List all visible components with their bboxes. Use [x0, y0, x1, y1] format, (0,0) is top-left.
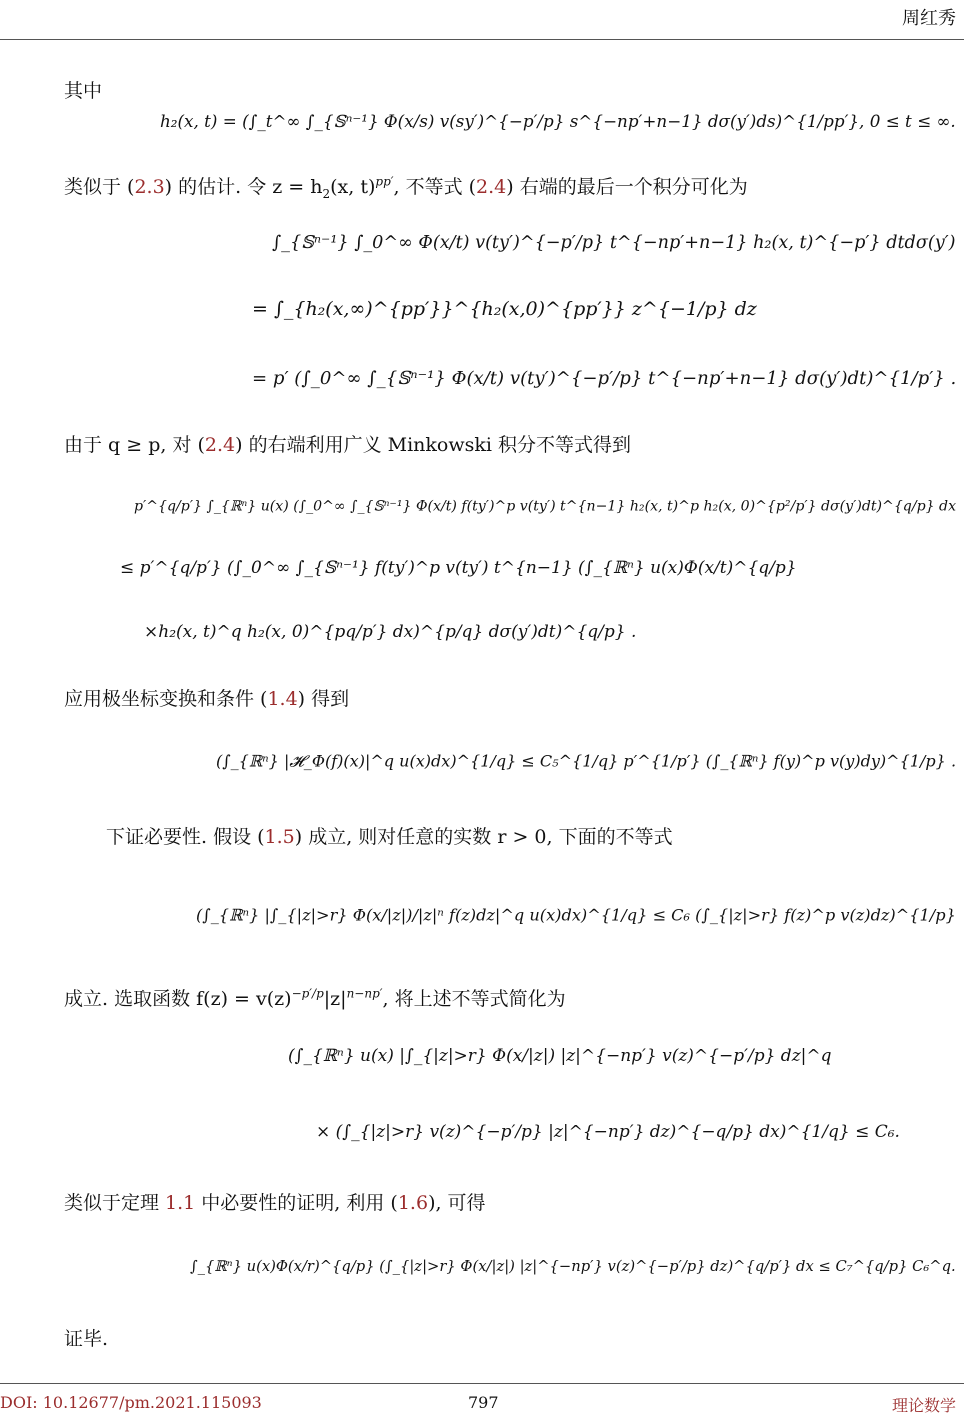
- text-segment: 应用极坐标变换和条件 (: [64, 688, 268, 710]
- text-segment: ) 右端的最后一个积分可化为: [506, 176, 748, 198]
- theorem-reference-1-1[interactable]: 1.1: [165, 1192, 196, 1214]
- equation-minkowski-line-1: p′^{q/p′} ∫_{ℝⁿ} u(x) (∫_0^∞ ∫_{𝕊ⁿ⁻¹} Φ(x/t) f(ty′)^p v(ty′) t^{n−1} h₂(x, t)^p h₂(x, 0)^{p²/p′} dσ(y′)dt)^{q/p} dx: [134, 498, 957, 515]
- equation-integral-line-3: = p′ (∫_0^∞ ∫_{𝕊ⁿ⁻¹} Φ(x/t) v(ty′)^{−p′/p} t^{−np′+n−1} dσ(y′)dt)^{1/p′} .: [252, 368, 957, 389]
- text-paragraph-7: [64, 1188, 486, 1215]
- text-segment: , 不等式 (: [393, 176, 477, 198]
- footer-page-number: 797: [468, 1393, 499, 1412]
- text-segment: ) 的估计. 令 z = h: [164, 176, 323, 198]
- text-intro: 其中: [64, 80, 103, 102]
- equation-necessity-inequality: (∫_{ℝⁿ} |∫_{|z|>r} Φ(x/|z|)/|z|ⁿ f(z)dz|^q u(x)dx)^{1/q} ≤ C₆ (∫_{|z|>r} f(z)^p v(z)dz)^{1/p}: [196, 906, 956, 925]
- text-segment: ) 的右端利用广义 Minkowski 积分不等式得到: [235, 434, 631, 456]
- footer-rule: [0, 1383, 964, 1384]
- text-paragraph-5: [106, 822, 673, 849]
- text-segment: , 将上述不等式简化为: [382, 988, 566, 1010]
- text-segment: 类似于 (: [64, 176, 135, 198]
- equation-h2-definition: h₂(x, t) = (∫_t^∞ ∫_{𝕊ⁿ⁻¹} Φ(x/s) v(sy′)^{−p′/p} s^{−np′+n−1} dσ(y′)ds)^{1/pp′}, 0 ≤ t ≤ ∞.: [160, 112, 956, 132]
- text-segment: 由于 q ≥ p, 对 (: [64, 434, 205, 456]
- text-paragraph-3: [64, 430, 631, 457]
- equation-minkowski-line-2: ≤ p′^{q/p′} (∫_0^∞ ∫_{𝕊ⁿ⁻¹} f(ty′)^p v(ty′) t^{n−1} (∫_{ℝⁿ} u(x)Φ(x/t)^{q/p}: [120, 558, 797, 578]
- footer-doi-link[interactable]: DOI: 10.12677/pm.2021.115093: [0, 1393, 262, 1412]
- text-segment: ), 可得: [428, 1192, 486, 1214]
- equation-final-bound: ∫_{ℝⁿ} u(x)Φ(x/r)^{q/p} (∫_{|z|>r} Φ(x/|z|) |z|^{−np′} v(z)^{−p′/p} dz)^{q/p′} dx ≤ C₇^{q/p} C₆^q.: [190, 1258, 956, 1276]
- equation-reference-2-4[interactable]: 2.4: [476, 176, 507, 198]
- header-rule: [0, 39, 964, 40]
- equation-simplified-line-2: × (∫_{|z|>r} v(z)^{−p′/p} |z|^{−np′} dz)^{−q/p} dx)^{1/q} ≤ C₆.: [316, 1122, 900, 1142]
- footer-journal-link[interactable]: 理论数学: [891, 1396, 956, 1415]
- equation-reference-1-4[interactable]: 1.4: [267, 688, 298, 710]
- text-segment: 中必要性的证明, 利用 (: [195, 1192, 398, 1214]
- text-paragraph-4: [64, 684, 349, 711]
- equation-integral-line-2: = ∫_{h₂(x,∞)^{pp′}}^{h₂(x,0)^{pp′}} z^{−1/p} dz: [252, 298, 757, 320]
- text-paragraph-2: 类似于 (2.3) 的估计. 令 $z = h_2(x$, t)$^{pp'}$, 不等式 (2.4) 右端的最后一个积分可化为: [64, 174, 748, 201]
- equation-reference-2-3[interactable]: 2.3: [134, 176, 165, 198]
- text-segment: 类似于定理: [64, 1192, 166, 1214]
- equation-reference-1-6[interactable]: 1.6: [397, 1192, 429, 1214]
- equation-reference-2-4[interactable]: 2.4: [204, 434, 236, 456]
- text-qed: 证毕.: [64, 1328, 109, 1350]
- text-segment: |z|: [323, 988, 347, 1010]
- equation-sufficiency-result: (∫_{ℝⁿ} |𝓗_Φ(f)(x)|^q u(x)dx)^{1/q} ≤ C₅^{1/q} p′^{1/p′} (∫_{ℝⁿ} f(y)^p v(y)dy)^{1/p} .: [216, 752, 957, 771]
- equation-reference-1-5[interactable]: 1.5: [264, 826, 295, 848]
- text-segment: (x, t): [330, 176, 376, 198]
- text-segment: 成立. 选取函数 f(z) = v(z): [64, 988, 292, 1010]
- running-header-author: 周红秀: [902, 8, 956, 29]
- text-segment: 下证必要性. 假设 (: [106, 826, 265, 848]
- text-segment: ) 得到: [297, 688, 350, 710]
- equation-simplified-line-1: (∫_{ℝⁿ} u(x) |∫_{|z|>r} Φ(x/|z|) |z|^{−np′} v(z)^{−p′/p} dz|^q: [288, 1046, 832, 1066]
- equation-integral-line-1: ∫_{𝕊ⁿ⁻¹} ∫_0^∞ Φ(x/t) v(ty′)^{−p′/p} t^{−np′+n−1} h₂(x, t)^{−p′} dtdσ(y′): [272, 232, 956, 253]
- equation-minkowski-line-3: ×h₂(x, t)^q h₂(x, 0)^{pq/p′} dx)^{p/q} dσ(y′)dt)^{q/p} .: [144, 622, 637, 642]
- text-segment: ) 成立, 则对任意的实数 r > 0, 下面的不等式: [294, 826, 673, 848]
- text-paragraph-6: 成立. 选取函数 $f(z) = v(z)^{-p'/p}|z|^{n-np'}$, 将上述不等式简化为: [64, 986, 566, 1010]
